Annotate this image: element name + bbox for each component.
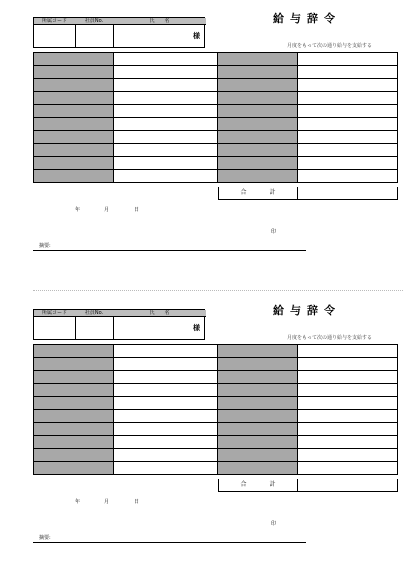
item-label-cell[interactable] — [34, 410, 114, 422]
amount-cell[interactable] — [298, 371, 397, 383]
item-label-cell[interactable] — [218, 436, 298, 448]
amount-cell[interactable] — [114, 397, 217, 409]
seal-mark: 印 — [271, 229, 277, 235]
amount-cell[interactable] — [114, 118, 217, 130]
total-label — [219, 187, 298, 199]
item-label-cell[interactable] — [218, 345, 298, 357]
item-label-cell[interactable] — [34, 118, 114, 130]
table-row[interactable] — [34, 66, 217, 79]
amount-cell[interactable] — [114, 92, 217, 104]
employee-no-header: 社員No. — [75, 18, 113, 25]
item-label-cell[interactable] — [34, 92, 114, 104]
amount-cell[interactable] — [114, 462, 217, 474]
amount-cell[interactable] — [298, 358, 397, 370]
table-row[interactable] — [34, 105, 217, 118]
amount-cell[interactable] — [114, 157, 217, 169]
form-note: 月度をもって次の通り給与を支給する — [287, 43, 373, 49]
salary-grid-left — [33, 344, 218, 475]
amount-cell[interactable] — [298, 423, 397, 435]
table-row[interactable] — [218, 462, 397, 475]
amount-cell[interactable] — [298, 92, 397, 104]
table-row[interactable] — [218, 358, 397, 371]
total-label — [219, 479, 298, 491]
item-label-cell[interactable] — [34, 53, 114, 65]
table-row[interactable] — [34, 462, 217, 475]
amount-cell[interactable] — [114, 66, 217, 78]
amount-cell[interactable] — [114, 345, 217, 357]
item-label-cell[interactable] — [34, 79, 114, 91]
table-row[interactable] — [34, 397, 217, 410]
amount-cell[interactable] — [114, 105, 217, 117]
total-label-char-1: 合 — [240, 189, 247, 196]
item-label-cell[interactable] — [34, 345, 114, 357]
item-label-cell[interactable] — [218, 371, 298, 383]
item-label-cell[interactable] — [34, 397, 114, 409]
item-label-cell[interactable] — [218, 397, 298, 409]
total-row — [218, 479, 398, 492]
amount-cell[interactable] — [298, 66, 397, 78]
amount-cell[interactable] — [298, 53, 397, 65]
table-row[interactable] — [34, 436, 217, 449]
item-label-cell[interactable] — [218, 410, 298, 422]
table-row[interactable] — [34, 345, 217, 358]
amount-cell[interactable] — [298, 397, 397, 409]
amount-cell[interactable] — [298, 105, 397, 117]
table-row[interactable] — [34, 118, 217, 131]
amount-cell[interactable] — [298, 345, 397, 357]
amount-cell[interactable] — [114, 449, 217, 461]
table-row[interactable] — [34, 170, 217, 183]
table-row[interactable] — [34, 79, 217, 92]
item-label-cell[interactable] — [34, 462, 114, 474]
table-row[interactable] — [218, 105, 397, 118]
dept-code-header: 所属コード — [34, 310, 75, 317]
table-row[interactable] — [218, 345, 397, 358]
memo-label: 摘要: — [39, 243, 51, 249]
amount-cell[interactable] — [114, 358, 217, 370]
item-label-cell[interactable] — [218, 53, 298, 65]
amount-cell[interactable] — [298, 118, 397, 130]
item-label-cell[interactable] — [34, 105, 114, 117]
date-year-label: 年 — [75, 207, 81, 213]
dept-code-header: 所属コード — [34, 18, 75, 25]
item-label-cell[interactable] — [218, 92, 298, 104]
table-row[interactable] — [34, 157, 217, 170]
amount-cell[interactable] — [114, 131, 217, 143]
amount-cell[interactable] — [114, 423, 217, 435]
item-label-cell[interactable] — [218, 449, 298, 461]
table-row[interactable] — [218, 157, 397, 170]
amount-cell[interactable] — [298, 384, 397, 396]
amount-cell[interactable] — [298, 449, 397, 461]
table-row[interactable] — [34, 358, 217, 371]
item-label-cell[interactable] — [34, 144, 114, 156]
employee-id-box — [33, 17, 205, 48]
table-row[interactable] — [218, 449, 397, 462]
amount-cell[interactable] — [298, 157, 397, 169]
total-row — [218, 187, 398, 200]
table-row[interactable] — [218, 170, 397, 183]
item-label-cell[interactable] — [218, 358, 298, 370]
table-row[interactable] — [218, 131, 397, 144]
amount-cell[interactable] — [298, 79, 397, 91]
date-day-label: 日 — [134, 499, 140, 505]
amount-cell[interactable] — [298, 131, 397, 143]
table-row[interactable] — [34, 423, 217, 436]
table-row[interactable] — [34, 131, 217, 144]
seal-mark: 印 — [271, 521, 277, 527]
amount-cell[interactable] — [298, 410, 397, 422]
memo-line[interactable] — [33, 542, 306, 543]
table-row[interactable] — [34, 449, 217, 462]
amount-cell[interactable] — [298, 436, 397, 448]
item-label-cell[interactable] — [218, 79, 298, 91]
total-label-char-2: 計 — [269, 481, 276, 488]
item-label-cell[interactable] — [218, 170, 298, 182]
salary-form-top — [0, 0, 410, 260]
memo-line[interactable] — [33, 250, 306, 251]
item-label-cell[interactable] — [34, 131, 114, 143]
table-row[interactable] — [218, 371, 397, 384]
table-row[interactable] — [34, 53, 217, 66]
item-label-cell[interactable] — [218, 144, 298, 156]
amount-cell[interactable] — [298, 170, 397, 182]
item-label-cell[interactable] — [218, 131, 298, 143]
item-label-cell[interactable] — [34, 66, 114, 78]
name-header: 氏 名 — [113, 18, 206, 25]
amount-cell[interactable] — [114, 371, 217, 383]
amount-cell[interactable] — [114, 79, 217, 91]
amount-cell[interactable] — [298, 462, 397, 474]
amount-cell[interactable] — [114, 384, 217, 396]
item-label-cell[interactable] — [218, 423, 298, 435]
amount-cell[interactable] — [114, 170, 217, 182]
amount-cell[interactable] — [114, 53, 217, 65]
total-amount-cell[interactable] — [298, 187, 397, 199]
form-note: 月度をもって次の通り給与を支給する — [287, 335, 373, 341]
item-label-cell[interactable] — [218, 384, 298, 396]
table-row[interactable] — [218, 66, 397, 79]
cut-divider — [33, 290, 403, 291]
memo-label: 摘要: — [39, 535, 51, 541]
table-row[interactable] — [218, 384, 397, 397]
date-day-label: 日 — [134, 207, 140, 213]
employee-id-box — [33, 309, 205, 340]
table-row[interactable] — [34, 410, 217, 423]
table-row[interactable] — [218, 423, 397, 436]
table-row[interactable] — [34, 371, 217, 384]
date-month-label: 月 — [104, 499, 110, 505]
salary-grid-right — [218, 344, 398, 475]
table-row[interactable] — [34, 384, 217, 397]
total-label-char-1: 合 — [240, 481, 247, 488]
item-label-cell[interactable] — [34, 436, 114, 448]
item-label-cell[interactable] — [218, 118, 298, 130]
item-label-cell[interactable] — [218, 157, 298, 169]
employee-no-header: 社員No. — [75, 310, 113, 317]
salary-form-bottom — [0, 292, 410, 552]
date-year-label: 年 — [75, 499, 81, 505]
table-row[interactable] — [34, 92, 217, 105]
item-label-cell[interactable] — [218, 105, 298, 117]
total-label-char-2: 計 — [269, 189, 276, 196]
honorific-label: 様 — [193, 324, 200, 332]
item-label-cell[interactable] — [34, 384, 114, 396]
item-label-cell[interactable] — [34, 157, 114, 169]
honorific-label: 様 — [193, 32, 200, 40]
amount-cell[interactable] — [114, 144, 217, 156]
salary-grid-left — [33, 52, 218, 183]
item-label-cell[interactable] — [218, 462, 298, 474]
item-label-cell[interactable] — [34, 371, 114, 383]
date-month-label: 月 — [104, 207, 110, 213]
table-row[interactable] — [218, 144, 397, 157]
table-row[interactable] — [218, 53, 397, 66]
item-label-cell[interactable] — [218, 66, 298, 78]
table-row[interactable] — [218, 410, 397, 423]
item-label-cell[interactable] — [34, 358, 114, 370]
name-header: 氏 名 — [113, 310, 206, 317]
table-row[interactable] — [218, 397, 397, 410]
table-row[interactable] — [218, 118, 397, 131]
form-title: 給与辞令 — [273, 12, 341, 25]
form-title: 給与辞令 — [273, 304, 341, 317]
amount-cell[interactable] — [114, 436, 217, 448]
total-amount-cell[interactable] — [298, 479, 397, 491]
item-label-cell[interactable] — [34, 170, 114, 182]
salary-grid-right — [218, 52, 398, 183]
item-label-cell[interactable] — [34, 449, 114, 461]
amount-cell[interactable] — [114, 410, 217, 422]
table-row[interactable] — [218, 79, 397, 92]
item-label-cell[interactable] — [34, 423, 114, 435]
table-row[interactable] — [218, 92, 397, 105]
amount-cell[interactable] — [298, 144, 397, 156]
table-row[interactable] — [34, 144, 217, 157]
table-row[interactable] — [218, 436, 397, 449]
